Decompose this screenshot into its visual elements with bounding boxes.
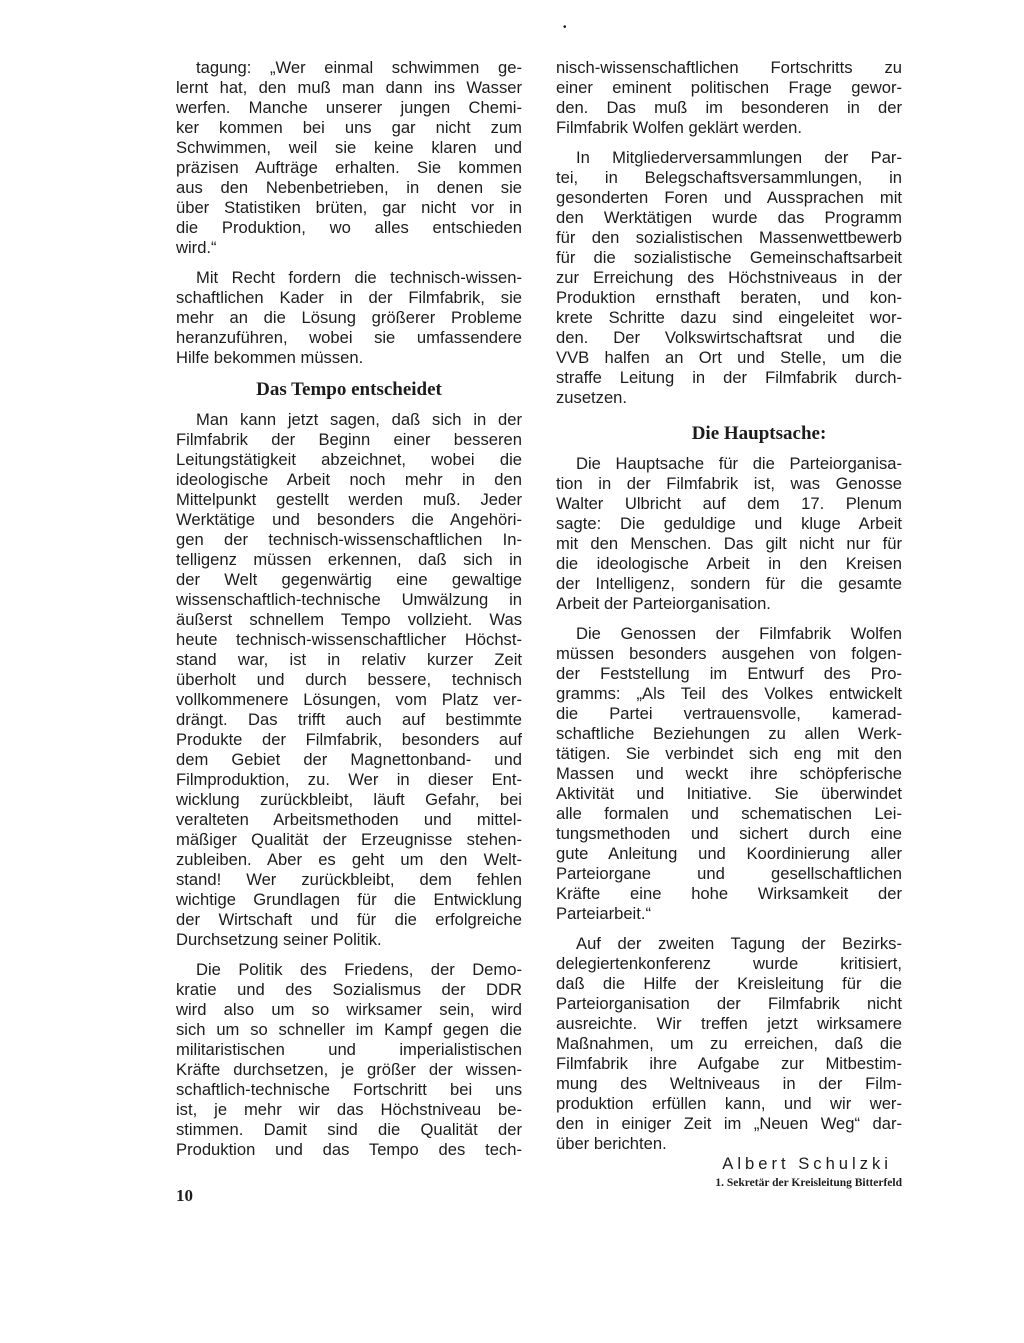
text-line: Die Politik des Friedens, der Demo- — [196, 960, 522, 979]
left-column — [176, 58, 522, 1170]
text-line: mehr an die Lösung größerer Probleme — [176, 308, 522, 327]
section-heading: Die Hauptsache: — [691, 423, 827, 444]
page-mark: • — [563, 22, 567, 33]
paragraph — [556, 454, 902, 614]
text-line: heute technisch-wissenschaftlicher Höchst- — [176, 630, 522, 649]
text-line: Mit Recht fordern die technisch-wissen- — [196, 268, 522, 287]
paragraph — [176, 58, 522, 258]
paragraph — [176, 960, 522, 1160]
text-line: für den sozialistischen Massenwettbewerb — [556, 228, 902, 247]
text-line: sagte: Die geduldige und kluge Arbeit — [556, 514, 902, 533]
text-line: sich um so schneller im Kampf gegen die — [176, 1020, 522, 1039]
text-line: Produkte der Filmfabrik, besonders auf — [176, 730, 522, 749]
signature-name: Albert Schulzki — [722, 1154, 892, 1173]
text-line: Arbeit der Parteiorganisation. — [556, 594, 771, 613]
text-line: drängt. Das trifft auch auf bestimmte — [176, 710, 522, 729]
text-line: stand! Wer zurückbleibt, dem fehlen — [176, 870, 522, 889]
paragraph — [556, 148, 902, 408]
text-line: ist, je mehr wir das Höchstniveau be- — [176, 1100, 522, 1119]
text-line: wird.“ — [176, 238, 217, 257]
paragraph — [556, 624, 902, 924]
text-line: Produktion und das Tempo des tech- — [176, 1140, 522, 1159]
text-line: ideologische Arbeit noch mehr in den — [176, 470, 522, 489]
paragraph — [556, 58, 902, 138]
text-line: gesonderten Foren und Aussprachen mit — [556, 188, 902, 207]
text-line: ausreichte. Wir treffen jetzt wirksamere — [556, 1014, 902, 1033]
text-line: tei, in Belegschaftsversammlungen, in — [556, 168, 902, 187]
text-line: die Partei vertrauensvolle, kamerad- — [556, 704, 902, 723]
text-line: der Intelligenz, sondern für die gesamte — [556, 574, 902, 593]
page-number: 10 — [176, 1186, 193, 1205]
text-line: Produktion ernsthaft beraten, und kon- — [556, 288, 902, 307]
text-line: VVB halfen an Ort und Stelle, um die — [556, 348, 902, 367]
paragraph — [176, 410, 522, 950]
signature-title: 1. Sekretär der Kreisleitung Bitterfeld — [715, 1177, 902, 1189]
text-line: telligenz müssen erkennen, daß sich in — [176, 550, 522, 569]
text-line: der Feststellung im Entwurf des Pro- — [556, 664, 902, 683]
text-line: Leitungstätigkeit abzeichnet, wobei die — [176, 450, 522, 469]
text-line: vollkommenere Lösungen, vom Platz ver- — [176, 690, 522, 709]
text-line: Auf der zweiten Tagung der Bezirks- — [576, 934, 902, 953]
text-line: gen der technisch-wissenschaftlichen In- — [176, 530, 522, 549]
text-line: wichtige Grundlagen für die Entwicklung — [176, 890, 522, 909]
text-line: kratie und des Sozialismus der DDR — [176, 980, 522, 999]
text-line: den. Der Volkswirtschaftsrat und die — [556, 328, 902, 347]
text-line: militaristischen und imperialistischen — [176, 1040, 522, 1059]
paragraph — [176, 268, 522, 368]
text-line: mung des Weltniveaus in der Film- — [556, 1074, 902, 1093]
text-line: über Statistiken brüten, gar nicht vor in — [176, 198, 522, 217]
text-line: mit den Menschen. Das gilt nicht nur für — [556, 534, 902, 553]
text-line: dem Gebiet der Magnettonband- und — [176, 750, 522, 769]
text-line: stand war, ist in relativ kurzer Zeit — [176, 650, 522, 669]
text-line: gramms: „Als Teil des Volkes entwickelt — [556, 684, 902, 703]
section-heading: Das Tempo entscheidet — [256, 379, 442, 400]
text-line: Die Hauptsache für die Parteiorganisa- — [576, 454, 902, 473]
text-line: daß die Hilfe der Kreisleitung für die — [556, 974, 902, 993]
text-line: krete Schritte dazu sind eingeleitet wor- — [556, 308, 902, 327]
text-line: produktion erfüllen kann, und wir wer- — [556, 1094, 902, 1113]
text-line: zubleiben. Aber es geht um den Welt- — [176, 850, 522, 869]
text-line: heranzuführen, wobei sie umfassendere — [176, 328, 522, 347]
text-line: zusetzen. — [556, 388, 628, 407]
text-line: schaftliche Beziehungen zu allen Werk- — [556, 724, 902, 743]
text-line: alle formalen und schematischen Lei- — [556, 804, 902, 823]
text-line: Parteiarbeit.“ — [556, 904, 651, 923]
text-line: Hilfe bekommen müssen. — [176, 348, 364, 367]
text-line: den in einiger Zeit im „Neuen Weg“ dar- — [556, 1114, 902, 1133]
text-line: wird also um so wirksamer sein, wird — [176, 1000, 522, 1019]
text-line: Filmfabrik ihre Aufgabe zur Mitbestim- — [556, 1054, 902, 1073]
text-line: überholt und durch bessere, technisch — [176, 670, 522, 689]
text-line: den Werktätigen wurde das Programm — [556, 208, 902, 227]
text-line: über berichten. — [556, 1134, 667, 1153]
text-line: Aktivität und Initiative. Sie überwindet — [556, 784, 902, 803]
text-line: Walter Ulbricht auf dem 17. Plenum — [556, 494, 902, 513]
text-line: Mittelpunkt gestellt werden muß. Jeder — [176, 490, 522, 509]
text-line: Werktätige und besonders die Angehöri- — [176, 510, 522, 529]
text-line: Die Genossen der Filmfabrik Wolfen — [576, 624, 902, 643]
text-line: tungsmethoden und sichert durch eine — [556, 824, 902, 843]
text-line: Kräfte durchsetzen, je größer der wissen- — [176, 1060, 522, 1079]
text-line: Parteiorgane und gesellschaftlichen — [556, 864, 902, 883]
text-line: Filmproduktion, zu. Wer in dieser Ent- — [176, 770, 522, 789]
text-line: Massen und weckt ihre schöpferische — [556, 764, 902, 783]
text-line: müssen besonders ausgehen von folgen- — [556, 644, 902, 663]
text-line: gute Anleitung und Koordinierung aller — [556, 844, 902, 863]
paragraph — [556, 934, 902, 1154]
text-line: werfen. Manche unserer jungen Chemi- — [176, 98, 522, 117]
text-line: Filmfabrik Wolfen geklärt werden. — [556, 118, 802, 137]
text-line: ker kommen bei uns gar nicht zum — [176, 118, 522, 137]
text-line: tagung: „Wer einmal schwimmen ge- — [196, 58, 522, 77]
text-line: stimmen. Damit sind die Qualität der — [176, 1120, 522, 1139]
text-line: Kräfte eine hohe Wirksamkeit der — [556, 884, 902, 903]
text-line: aus den Nebenbetrieben, in denen sie — [176, 178, 522, 197]
text-line: die Produktion, wo alles entschieden — [176, 218, 522, 237]
text-line: Schwimmen, weil sie keine klaren und — [176, 138, 522, 157]
text-line: In Mitgliederversammlungen der Par- — [576, 148, 902, 167]
text-line: den. Das muß im besonderen in der — [556, 98, 902, 117]
text-line: schaftlich-technische Fortschritt bei uns — [176, 1080, 522, 1099]
text-line: der Welt gegenwärtig eine gewaltige — [176, 570, 522, 589]
text-line: wissenschaftlich-technische Umwälzung in — [176, 590, 522, 609]
text-line: wicklung zurückbleibt, läuft Gefahr, bei — [176, 790, 522, 809]
text-line: Man kann jetzt sagen, daß sich in der — [196, 410, 522, 429]
text-line: zur Erreichung des Höchstniveaus in der — [556, 268, 902, 287]
text-line: Parteiorganisation der Filmfabrik nicht — [556, 994, 902, 1013]
text-line: der Wirtschaft und für die erfolgreiche — [176, 910, 522, 929]
text-line: straffe Leitung in der Filmfabrik durch- — [556, 368, 902, 387]
text-line: delegiertenkonferenz wurde kritisiert, — [556, 954, 902, 973]
text-line: für die sozialistische Gemeinschaftsarbeit — [556, 248, 902, 267]
text-line: Maßnahmen, um zu erreichen, daß die — [556, 1034, 902, 1053]
text-line: einer eminent politischen Frage gewor- — [556, 78, 902, 97]
text-line: veralteten Arbeitsmethoden und mittel- — [176, 810, 522, 829]
text-line: mäßiger Qualität der Erzeugnisse stehen- — [176, 830, 522, 849]
text-line: schaftlichen Kader in der Filmfabrik, sie — [176, 288, 522, 307]
text-line: lernt hat, den muß man dann ins Wasser — [176, 78, 522, 97]
text-line: äußerst schnellem Tempo vollzieht. Was — [176, 610, 522, 629]
text-line: tätigen. Sie verbindet sich eng mit den — [556, 744, 902, 763]
text-line: nisch-wissenschaftlichen Fortschritts zu — [556, 58, 902, 77]
text-line: die ideologische Arbeit in den Kreisen — [556, 554, 902, 573]
text-line: präzisen Aufträge erhalten. Sie kommen — [176, 158, 522, 177]
text-line: Durchsetzung seiner Politik. — [176, 930, 382, 949]
text-line: Filmfabrik der Beginn einer besseren — [176, 430, 522, 449]
text-line: tion in der Filmfabrik ist, was Genosse — [556, 474, 902, 493]
right-column — [556, 58, 902, 1192]
